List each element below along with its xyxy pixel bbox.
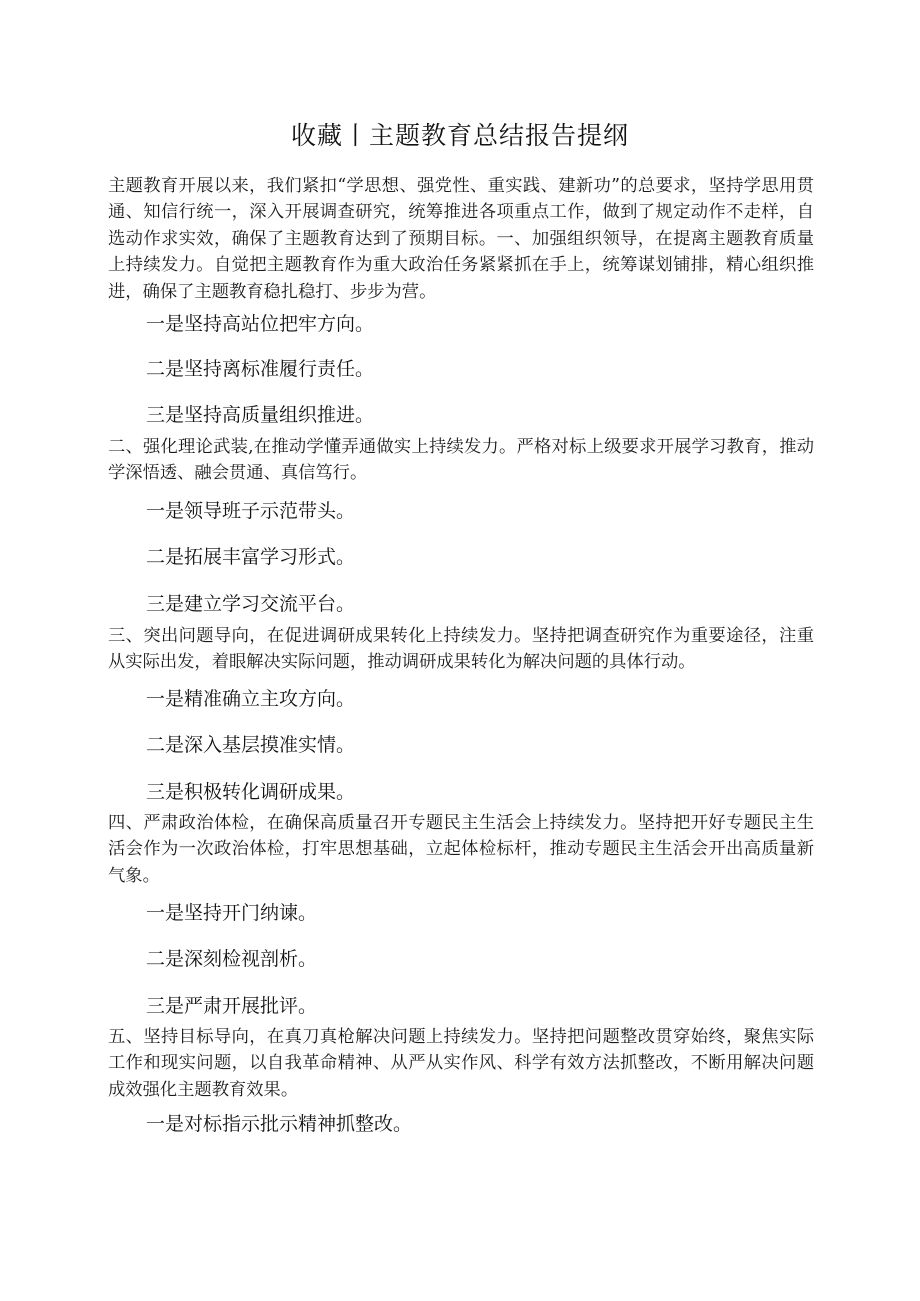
section4-paragraph: 四、严肃政治体检，在确保高质量召开专题民主生活会上持续发力。坚持把开好专题民主生活会作为一次政治体检，打牢思想基础，立起体检标杆，推动专题民主生活会开出高质量新气象。 xyxy=(108,813,814,886)
section4-point-1: 一是坚持开门纳谏。 xyxy=(146,902,318,924)
section3-point-2: 二是深入基层摸准实情。 xyxy=(146,734,356,756)
section1-point-2: 二是坚持离标准履行责任。 xyxy=(146,358,375,380)
section4-point-2: 二是深刻检视剖析。 xyxy=(146,948,318,970)
section4-point-3: 三是严肃开展批评。 xyxy=(146,995,318,1017)
section2-point-1: 一是领导班子示范带头。 xyxy=(146,500,356,522)
intro-paragraph: 主题教育开展以来，我们紧扣“学思想、强党性、重实践、建新功”的总要求，坚持学思用贯通、知信行统一，深入开展调查研究，统筹推进各项重点工作，做到了规定动作不走样，自选动作求实效，确保了主题教育达到了预期目标。一、加强组织领导，在提离主题教育质量上持续发力。自觉把主题教育作为重大政治任务紧紧抓在手上，统筹谋划铺排，精心组织推进，确保了主题教育稳扎稳打、步步为营。 xyxy=(108,176,814,302)
section1-point-1: 一是坚持高站位把牢方向。 xyxy=(146,313,375,335)
section2-point-2: 二是拓展丰富学习形式。 xyxy=(146,546,356,568)
section5-point-1: 一是对标指示批示精神抓整改。 xyxy=(146,1113,413,1135)
section1-point-3: 三是坚持高质量组织推进。 xyxy=(146,404,375,426)
section3-paragraph: 三、突出问题导向，在促进调研成果转化上持续发力。坚持把调查研究作为重要途径，注重从实际出发，着眼解决实际问题，推动调研成果转化为解决问题的具体行动。 xyxy=(108,626,814,673)
section2-point-3: 三是建立学习交流平台。 xyxy=(146,593,356,615)
document-title: 收藏丨主题教育总结报告提纲 xyxy=(290,121,629,150)
section5-paragraph: 五、坚持目标导向，在真刀真枪解决问题上持续发力。坚持把问题整改贯穿始终，聚焦实际工作和现实问题，以自我革命精神、从严从实作风、科学有效方法抓整改，不断用解决问题成效强化主题教育效果。 xyxy=(108,1027,814,1100)
section3-point-1: 一是精准确立主攻方向。 xyxy=(146,688,356,710)
section3-point-3: 三是积极转化调研成果。 xyxy=(146,781,356,803)
section2-paragraph: 二、强化理论武装,在推动学懂弄通做实上持续发力。严格对标上级要求开展学习教育，推动学深悟透、融会贯通、真信笃行。 xyxy=(108,437,814,484)
